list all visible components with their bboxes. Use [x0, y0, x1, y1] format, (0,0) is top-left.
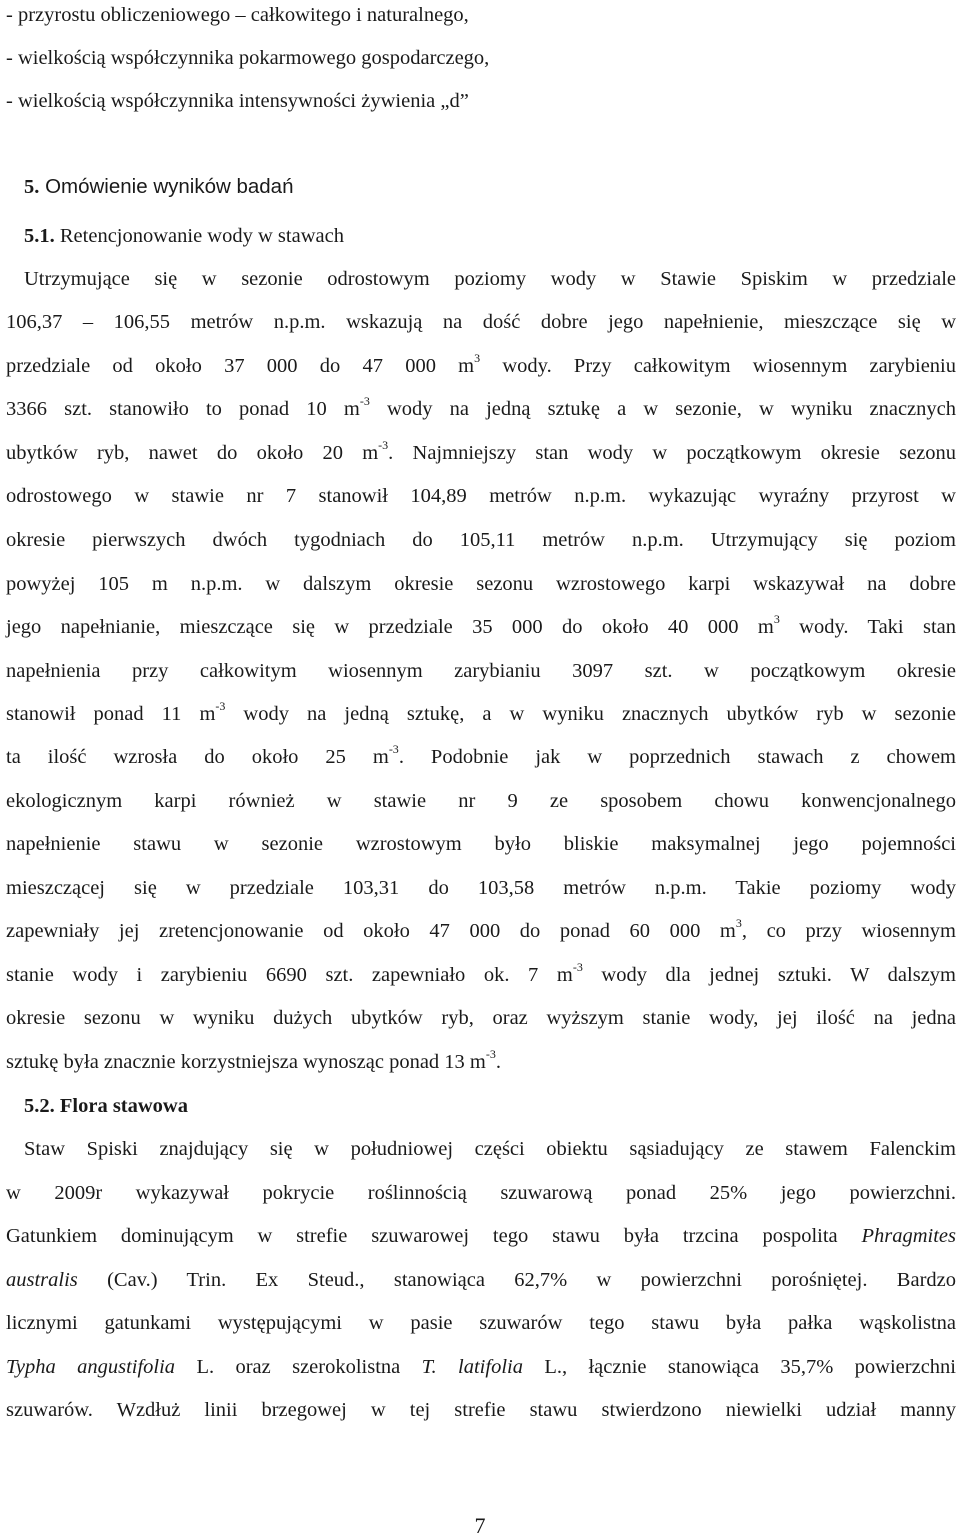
species-name: Phragmites — [861, 1225, 956, 1247]
list-item: - wielkością współczynnika intensywności żywienia „d” — [6, 90, 469, 112]
section-number: 5.1. — [24, 225, 55, 247]
text-segment: , co przy wiosennym — [741, 920, 956, 942]
paragraph-line: ekologicznym karpi również w stawie nr 9 ze sposobem chowu konwencjonalnego — [6, 790, 956, 812]
section-number: 5. — [24, 176, 40, 198]
list-item: - wielkością współczynnika pokarmowego gospodarczego, — [6, 47, 490, 69]
superscript: -3 — [359, 394, 370, 408]
section-title: Retencjonowanie wody w stawach — [59, 225, 344, 247]
text-segment: jego napełnianie, mieszczące się w przedziale 35 000 do około 40 000 m — [6, 616, 774, 638]
paragraph-line: szuwarów. Wzdłuż linii brzegowej w tej strefie stawu stwierdzono niewielki udział manny — [6, 1399, 956, 1421]
text-segment: . — [495, 1051, 501, 1073]
paragraph-line — [6, 699, 956, 726]
text-segment: wody dla jednej sztuki. W dalszym — [582, 964, 956, 986]
paragraph-line — [6, 1355, 956, 1379]
superscript: -3 — [215, 699, 226, 713]
superscript: -3 — [485, 1047, 496, 1061]
text-segment: Gatunkiem dominującym w strefie szuwarowej tego stawu była trzcina pospolita — [6, 1225, 862, 1247]
paragraph-line — [6, 438, 957, 465]
paragraph-line: okresie pierwszych dwóch tygodniach do 105,11 metrów n.p.m. Utrzymujący się poziom — [6, 529, 956, 551]
paragraph-line — [6, 1224, 956, 1248]
text-segment: zapewniały jej zretencjonowanie od około 47 000 do ponad 60 000 m — [6, 920, 736, 942]
paragraph-line — [6, 394, 956, 421]
text-segment: wody. Taki stan — [779, 616, 956, 638]
paragraph-line: 106,37 – 106,55 metrów n.p.m. wskazują na dość dobre jego napełnienie, mieszczące się w — [6, 311, 956, 333]
paragraph-line — [6, 916, 956, 943]
section-heading-5 — [6, 175, 956, 199]
paragraph-line — [6, 1268, 956, 1292]
text-segment: sztukę była znacznie korzystniejsza wynosząc ponad 13 m — [6, 1051, 486, 1073]
text-segment: wody na jedną sztukę, a w wyniku znacznych ubytków ryb w sezonie — [225, 703, 956, 725]
superscript: -3 — [388, 742, 399, 756]
paragraph-line: Staw Spiski znajdujący się w południowej części obiektu sąsiadujący ze stawem Falenckim — [24, 1138, 956, 1160]
text-segment: ubytków ryb, nawet do około 20 m — [6, 442, 379, 464]
text-segment: L., łącznie stanowiąca 35,7% powierzchni — [522, 1356, 956, 1378]
text-segment: wody na jedną sztukę a w sezonie, w wyniku znacznych — [369, 398, 956, 420]
text-segment: . Najmniejszy stan wody w początkowym okresie sezonu — [388, 442, 957, 464]
text-segment: wody. Przy całkowitym wiosennym zarybieniu — [480, 355, 956, 377]
section-heading-5-1 — [6, 224, 956, 248]
section-number: 5.2. — [24, 1095, 55, 1117]
superscript: 3 — [735, 916, 742, 930]
paragraph-line: okresie sezonu w wyniku dużych ubytków ryb, oraz wyższym stanie wody, jej ilość na jedna — [6, 1007, 956, 1029]
superscript: -3 — [572, 960, 583, 974]
section-title: Omówienie wyników badań — [45, 175, 294, 198]
paragraph-line: napełnienia przy całkowitym wiosennym zarybianiu 3097 szt. w początkowym okresie — [6, 660, 956, 682]
paragraph-line — [6, 612, 956, 639]
paragraph-line: licznymi gatunkami występującymi w pasie szuwarów tego stawu była pałka wąskolistna — [6, 1312, 956, 1334]
text-segment: 3366 szt. stanowiło to ponad 10 m — [6, 398, 360, 420]
superscript: -3 — [378, 438, 389, 452]
section-title: Flora stawowa — [59, 1095, 188, 1117]
text-segment: ta ilość wzrosła do około 25 m — [6, 746, 389, 768]
text-segment: (Cav.) Trin. Ex Steud., stanowiąca 62,7% w powierzchni porośniętej. Bardzo — [77, 1269, 956, 1291]
text-segment: L. oraz szerokolistna — [175, 1356, 422, 1378]
species-name: australis — [6, 1269, 78, 1291]
text-segment: . Podobnie jak w poprzednich stawach z chowem — [398, 746, 957, 768]
superscript: 3 — [474, 351, 481, 365]
paragraph-line: powyżej 105 m n.p.m. w dalszym okresie sezonu wzrostowego karpi wskazywał na dobre — [6, 573, 956, 595]
page-number: 7 — [474, 1513, 486, 1538]
paragraph-line — [6, 351, 956, 378]
text-segment: przedziale od około 37 000 do 47 000 m — [6, 355, 475, 377]
paragraph-line — [6, 1047, 956, 1074]
paragraph-line: w 2009r wykazywał pokrycie roślinnością szuwarową ponad 25% jego powierzchni. — [6, 1182, 956, 1204]
paragraph-line: Utrzymujące się w sezonie odrostowym poziomy wody w Stawie Spiskim w przedziale — [24, 268, 956, 290]
paragraph-line: napełnienie stawu w sezonie wzrostowym było bliskie maksymalnej jego pojemności — [6, 833, 956, 855]
paragraph-line: mieszczącej się w przedziale 103,31 do 103,58 metrów n.p.m. Takie poziomy wody — [6, 877, 956, 899]
text-segment: stanowił ponad 11 m — [6, 703, 216, 725]
paragraph-line — [6, 742, 957, 769]
text-segment: stanie wody i zarybieniu 6690 szt. zapewniało ok. 7 m — [6, 964, 573, 986]
paragraph-line: odrostowego w stawie nr 7 stanowił 104,89 metrów n.p.m. wykazując wyraźny przyrost w — [6, 485, 956, 507]
species-name: T. latifolia — [421, 1356, 523, 1378]
superscript: 3 — [773, 612, 780, 626]
section-heading-5-2 — [6, 1094, 956, 1118]
paragraph-line — [6, 960, 956, 987]
species-name: Typha angustifolia — [6, 1356, 176, 1378]
list-item: - przyrostu obliczeniowego – całkowitego i naturalnego, — [6, 4, 469, 26]
